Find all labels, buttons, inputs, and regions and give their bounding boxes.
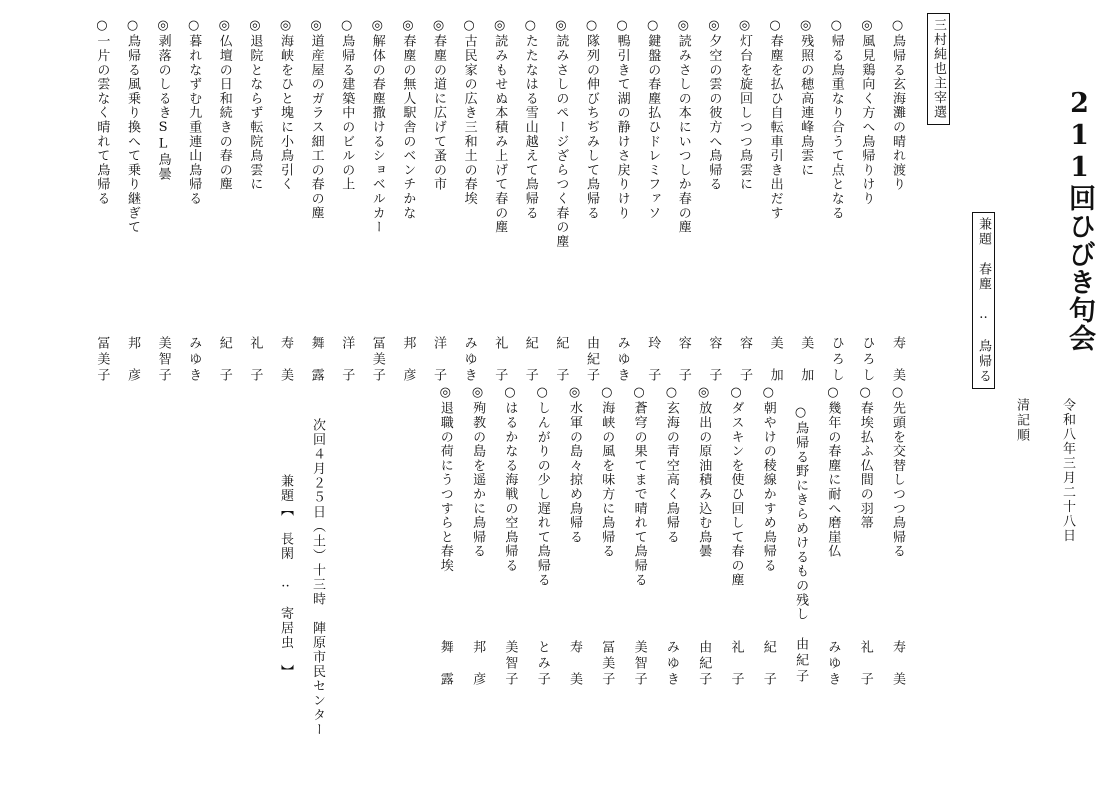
haiku-text: ○春埃払ふ仏間の羽箒	[857, 385, 873, 530]
haiku-text: ○暮れなずむ九重連山鳥帰る	[186, 18, 202, 206]
haiku-author: 美 加	[798, 336, 814, 384]
haiku-author: 邦 彦	[125, 336, 140, 384]
next-kendai: 兼題【 長閑 ‥ 寄居虫 】	[278, 474, 293, 679]
haiku-text: ○幾年の春塵に耐へ磨崖仏	[825, 385, 841, 559]
haiku-text: ◎夕空の雲の彼方へ鳥帰る	[706, 18, 722, 192]
haiku-author: 冨美子	[94, 336, 110, 384]
haiku-text: ○鍵盤の春塵払ひドレミファソ	[645, 18, 661, 221]
haiku-text: ◎残照の穂高連峰鳥雲に	[798, 18, 814, 178]
haiku-author: みゆき	[614, 336, 630, 384]
haiku-text: ◎読みさしのページざらつく春の塵	[553, 18, 569, 249]
haiku-text: ◎灯台を旋回しつつ鳥雲に	[737, 18, 752, 192]
haiku-text: ○鳥帰る玄海灘の晴れ渡り	[890, 18, 905, 192]
haiku-text: ◎仏壇の日和続きの春の塵	[216, 18, 232, 192]
page-title: 211回ひびき句会	[1064, 88, 1095, 352]
haiku-text: ○海峡の風を味方に鳥帰る	[599, 385, 615, 559]
haiku-text: ◎放出の原油積み込む鳥曇	[696, 385, 712, 559]
haiku-author: 礼 子	[492, 336, 508, 384]
haiku-author: 寿 美	[567, 640, 582, 688]
haiku-text: ○古民家の広き三和土の春埃	[461, 18, 477, 206]
haiku-author: 邦 彦	[470, 640, 486, 688]
haiku-author: 冨美子	[599, 640, 615, 688]
haiku-author: 礼 子	[857, 640, 873, 688]
haiku-text: ○はるかなる海戦の空鳥帰る	[502, 385, 518, 573]
haiku-text: ○鳥帰る建築中のビルの上	[339, 18, 355, 192]
haiku-author: 寿 美	[278, 336, 293, 384]
haiku-author: 美智子	[155, 336, 171, 384]
haiku-author: 容 子	[706, 336, 722, 384]
haiku-author: みゆき	[663, 640, 679, 688]
haiku-author: 舞 露	[437, 640, 453, 688]
haiku-author: ひろし	[828, 336, 844, 384]
haiku-text: ◎剥落のしるきSL鳥曇	[155, 18, 171, 182]
haiku-text: ○春塵を払ひ自転車引き出だす	[767, 18, 783, 221]
haiku-author: 寿 美	[890, 336, 905, 384]
haiku-author: 容 子	[737, 336, 752, 384]
haiku-text: ○鳥帰る野にきらめけるもの残し	[793, 405, 809, 622]
haiku-text: ○帰る鳥重なり合うて点となる	[828, 18, 844, 221]
haiku-text: ○玄海の青空高く鳥帰る	[663, 385, 679, 545]
haiku-text: ○しんがりの少し遅れて鳥帰る	[534, 385, 550, 588]
haiku-text: ◎風見鶏向く方へ鳥帰りけり	[859, 18, 875, 206]
haiku-text: ○一片の雲なく晴れて鳥帰る	[94, 18, 110, 206]
haiku-author: ひろし	[859, 336, 875, 384]
next-meeting-info: 次回４月２５日（土）十三時 陣原市民センター	[310, 418, 325, 737]
haiku-author: 紀 子	[553, 336, 569, 384]
haiku-author: 由紀子	[793, 637, 809, 685]
haiku-text: ◎読みさしの本にいつしか春の塵	[675, 18, 691, 235]
haiku-text: ◎殉教の島を遥かに鳥帰る	[470, 385, 486, 559]
haiku-text: ◎退院とならず転院鳥雲に	[247, 18, 263, 192]
haiku-text: ○ダスキンを使ひ回して春の塵	[728, 385, 744, 588]
haiku-text: ○朝やけの稜線かすめ鳥帰る	[760, 385, 776, 573]
haiku-author: 寿 美	[890, 640, 905, 688]
haiku-author: 洋 子	[431, 336, 446, 384]
haiku-author: 紀 子	[522, 336, 538, 384]
haiku-author: 礼 子	[247, 336, 263, 384]
haiku-text: ◎退職の荷にうつすらと春埃	[437, 385, 453, 573]
haiku-author: 由紀子	[696, 640, 712, 688]
haiku-author: 冨美子	[369, 336, 385, 384]
haiku-text: ○鴨引きて湖の静けさ戻りけり	[614, 18, 630, 221]
haiku-author: とみ子	[534, 640, 550, 688]
haiku-text: ○たたなはる雪山越えて鳥帰る	[522, 18, 538, 221]
haiku-author: 美 加	[767, 336, 783, 384]
haiku-author: 美智子	[631, 640, 647, 688]
haiku-author: みゆき	[461, 336, 477, 384]
haiku-text: ◎解体の春塵撒けるショベルカー	[369, 18, 385, 235]
recorder-label: 清記順	[1014, 398, 1029, 443]
haiku-author: 邦 彦	[400, 336, 416, 384]
haiku-text: ○先頭を交替しつつ鳥帰る	[890, 385, 905, 559]
haiku-author: 舞 露	[308, 336, 324, 384]
haiku-author: 礼 子	[728, 640, 744, 688]
haiku-text: ◎読みもせぬ本積み上げて春の塵	[492, 18, 508, 235]
haiku-text: ○蒼穹の果てまで晴れて鳥帰る	[631, 385, 647, 588]
haiku-author: 由紀子	[584, 336, 599, 384]
haiku-author: 紀 子	[760, 640, 776, 688]
haiku-author: 容 子	[675, 336, 691, 384]
haiku-text: ◎水軍の島々掠め鳥帰る	[567, 385, 582, 545]
haiku-author: 玲 子	[645, 336, 661, 384]
haiku-author: みゆき	[825, 640, 841, 688]
haiku-text: ◎海峡をひと塊に小鳥引く	[278, 18, 293, 192]
haiku-text: ○鳥帰る風乗り換へて乗り継ぎて	[125, 18, 140, 235]
haiku-author: 洋 子	[339, 336, 355, 384]
haiku-author: 美智子	[502, 640, 518, 688]
haiku-text: ◎春塵の道に広げて蚤の市	[431, 18, 446, 192]
haiku-author: 紀 子	[216, 336, 232, 384]
haiku-text: ◎春塵の無人駅舎のベンチかな	[400, 18, 416, 221]
haiku-text: ○隊列の伸びちぢみして鳥帰る	[584, 18, 599, 221]
kendai-box: 兼題 春塵 ‥ 鳥帰る	[972, 212, 995, 389]
selector-box: 三村純也主宰選	[927, 13, 950, 125]
meeting-date: 令和八年三月二十八日	[1060, 398, 1075, 543]
haiku-author: みゆき	[186, 336, 202, 384]
haiku-text: ◎道産屋のガラス細工の春の塵	[308, 18, 324, 221]
